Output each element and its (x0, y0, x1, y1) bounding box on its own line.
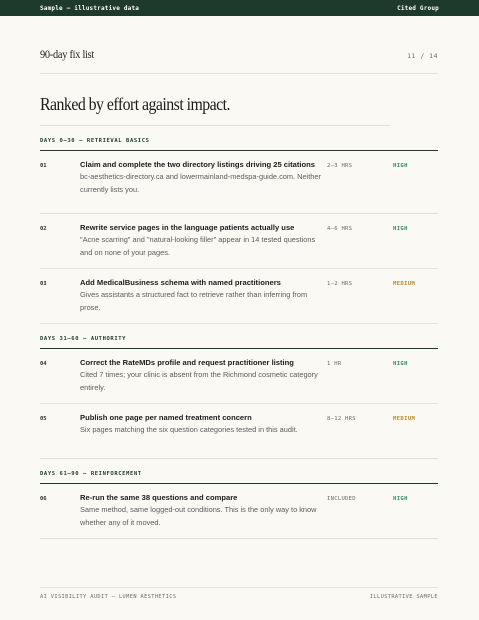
fix-impact-badge: HIGH (393, 163, 408, 169)
fix-detail: "Acne scarring" and "natural-looking filler" appear in 14 tested questions and on none of your pages. (80, 235, 316, 257)
section-label: DAYS 31–60 — AUTHORITY (40, 324, 438, 349)
fix-row (40, 151, 438, 214)
fix-impact-badge: HIGH (393, 361, 408, 367)
footer-document-label: AI VISIBILITY AUDIT — LUMEN AESTHETICS (40, 594, 177, 600)
fix-content (80, 278, 327, 314)
fix-impact-badge: HIGH (393, 496, 408, 502)
section-label: DAYS 0–30 — RETRIEVAL BASICS (40, 126, 438, 151)
fix-number: 06 (40, 496, 47, 502)
document-header (40, 16, 438, 74)
fix-effort: INCLUDED (327, 496, 356, 502)
fix-impact-badge: MEDIUM (393, 416, 416, 422)
fix-row (40, 404, 438, 459)
fix-content (80, 413, 327, 437)
footer-sample-label: ILLUSTRATIVE SAMPLE (369, 594, 438, 600)
fix-effort: 1 HR (327, 361, 342, 367)
fix-impact-badge: HIGH (393, 226, 408, 232)
fix-content (80, 223, 327, 259)
page-number: 11 / 14 (407, 52, 438, 60)
section-label: DAYS 61–90 — REINFORCEMENT (40, 459, 438, 484)
fix-number: 03 (40, 281, 47, 287)
fix-number: 01 (40, 163, 47, 169)
fix-row (40, 349, 438, 404)
fix-row (40, 269, 438, 324)
fix-effort: 2–3 HRS (327, 163, 353, 169)
fix-effort: 8–12 HRS (327, 416, 356, 422)
document-title: 90-day fix list (40, 49, 95, 61)
page-content (40, 16, 438, 539)
fix-number: 05 (40, 416, 47, 422)
fix-impact-badge: MEDIUM (393, 281, 416, 287)
page-footer (40, 587, 438, 600)
fix-number: 02 (40, 226, 47, 232)
fix-row (40, 214, 438, 269)
page-headline: Ranked by effort against impact. (40, 74, 390, 126)
fix-task: Correct the RateMDs profile and request practitioner listing (80, 358, 294, 367)
fix-task: Rewrite service pages in the language patients actually use (80, 223, 295, 232)
top-bar (0, 0, 479, 16)
fix-task: Publish one page per named treatment concern (80, 413, 252, 422)
fix-task: Add MedicalBusiness schema with named practitioners (80, 278, 281, 287)
topbar-left-label: Sample — illustrative data (40, 4, 140, 12)
fix-task: Re-run the same 38 questions and compare (80, 493, 238, 502)
fix-detail: Cited 7 times; your clinic is absent from the Richmond cosmetic category entirely. (80, 370, 318, 392)
fix-detail: bc-aesthetics-directory.ca and lowermainland-medspa-guide.com. Neither currently lists you. (80, 172, 321, 194)
fix-content (80, 358, 327, 394)
fix-task: Claim and complete the two directory listings driving 25 citations (80, 160, 316, 169)
fix-effort: 1–2 HRS (327, 281, 353, 287)
fix-number: 04 (40, 361, 47, 367)
topbar-brand: Cited Group (397, 4, 439, 12)
fix-content (80, 160, 327, 196)
fix-effort: 4–6 HRS (327, 226, 353, 232)
fix-detail: Gives assistants a structured fact to retrieve rather than inferring from prose. (80, 290, 308, 312)
fix-row (40, 484, 438, 539)
fix-content (80, 493, 327, 529)
fix-detail: Six pages matching the six question categories tested in this audit. (80, 425, 298, 434)
fix-detail: Same method, same logged-out conditions. This is the only way to know whether any of it moved. (80, 505, 317, 527)
